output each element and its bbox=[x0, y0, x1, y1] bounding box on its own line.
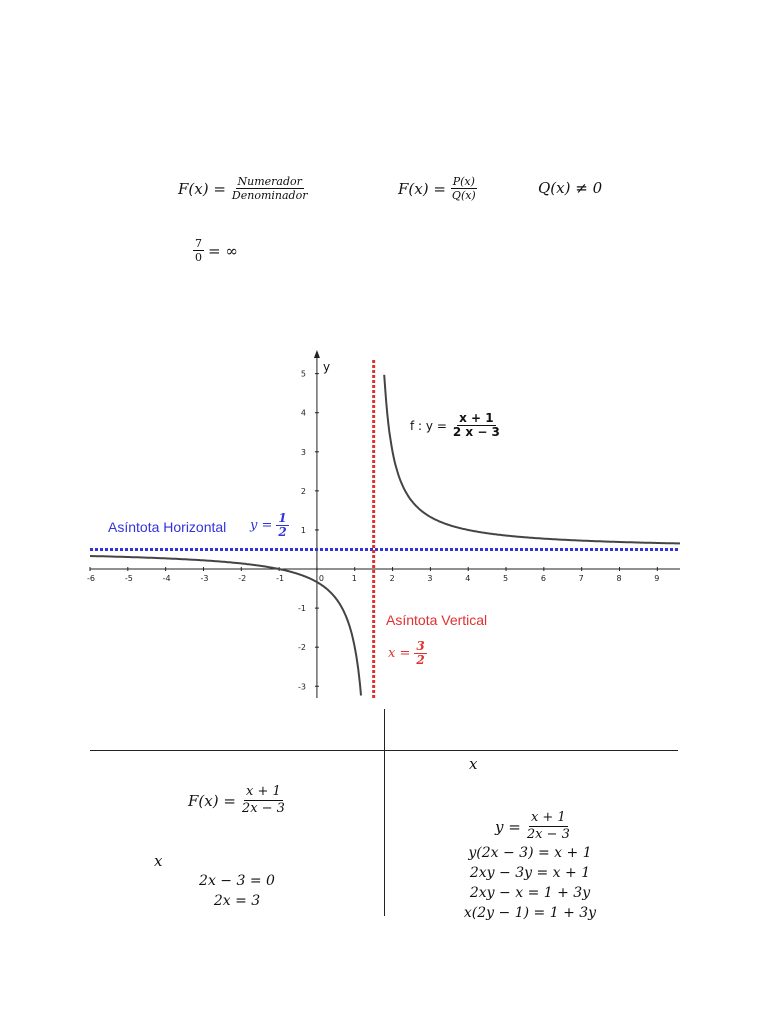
left-function-equation bbox=[188, 784, 287, 817]
denominator-condition: Q(x) ≠ 0 bbox=[538, 179, 603, 197]
equation-lhs: x = bbox=[388, 646, 411, 661]
fraction bbox=[276, 512, 288, 539]
fraction bbox=[414, 640, 426, 667]
x-tick-label: 4 bbox=[465, 574, 471, 584]
y-tick-label: 2 bbox=[300, 486, 306, 496]
equation-lhs: F(x) = bbox=[188, 791, 236, 810]
step-line: 2xy − 3y = x + 1 bbox=[469, 865, 591, 881]
y-tick-label: 1 bbox=[300, 525, 306, 535]
x-tick-label: 5 bbox=[503, 574, 509, 584]
x-tick-label: -2 bbox=[238, 574, 247, 584]
x-tick-label: 1 bbox=[351, 574, 357, 584]
fraction-denominator: 2 bbox=[416, 653, 425, 667]
x-tick-label: 8 bbox=[616, 574, 622, 584]
step-line: 2x = 3 bbox=[213, 893, 261, 909]
fraction-denominator: Q(x) bbox=[451, 189, 476, 202]
right-function-equation bbox=[495, 810, 572, 843]
formula-p-over-q bbox=[398, 175, 478, 202]
fraction-numerator: x + 1 bbox=[459, 411, 494, 425]
equation-lhs: y = bbox=[250, 518, 273, 533]
fraction-numerator: P(x) bbox=[452, 175, 475, 188]
formula-lhs: F(x) = bbox=[178, 179, 226, 198]
y-axis-arrow bbox=[314, 350, 320, 358]
fraction-denominator: 2 bbox=[278, 525, 287, 539]
function-label bbox=[410, 412, 502, 439]
fraction-denominator: 2x − 3 bbox=[241, 801, 285, 816]
fraction bbox=[451, 412, 502, 439]
fraction bbox=[193, 237, 204, 264]
fraction-denominator: 0 bbox=[195, 251, 202, 264]
horizontal-asymptote-equation bbox=[250, 512, 289, 539]
curve-branch-right bbox=[384, 375, 680, 544]
fraction bbox=[240, 784, 287, 817]
y-tick-label: 4 bbox=[300, 408, 306, 418]
x-tick-label: 0 bbox=[318, 574, 325, 584]
y-axis-label: y bbox=[323, 360, 331, 374]
x-tick-label: 3 bbox=[427, 574, 433, 584]
function-label-lhs: f : y = bbox=[410, 418, 447, 433]
x-tick-label: -3 bbox=[200, 574, 209, 584]
step-line: y(2x − 3) = x + 1 bbox=[468, 845, 592, 861]
fraction bbox=[230, 175, 310, 202]
fraction-denominator: Denominador bbox=[231, 189, 308, 202]
fraction bbox=[450, 175, 478, 202]
fraction-numerator: 3 bbox=[416, 639, 425, 653]
formula-numerador-denominador bbox=[178, 175, 309, 202]
equation-lhs: y = bbox=[495, 817, 521, 836]
y-tick-label: 3 bbox=[300, 447, 306, 457]
x-tick-label: -6 bbox=[87, 574, 95, 584]
step-line: x(2y − 1) = 1 + 3y bbox=[463, 905, 597, 921]
left-steps bbox=[187, 871, 287, 911]
y-tick-label: -2 bbox=[297, 643, 306, 653]
fraction-numerator: x + 1 bbox=[246, 784, 281, 799]
x-tick-label: -4 bbox=[162, 574, 171, 584]
right-steps bbox=[450, 843, 610, 923]
fraction-numerator: x + 1 bbox=[530, 810, 566, 825]
left-variable: x bbox=[154, 852, 163, 870]
x-tick-label: -1 bbox=[276, 574, 285, 584]
step-line: 2x − 3 = 0 bbox=[199, 873, 275, 889]
fraction-numerator: 7 bbox=[195, 237, 202, 250]
y-tick-label: -3 bbox=[297, 682, 306, 692]
y-tick-label: 5 bbox=[300, 369, 306, 379]
fraction-denominator: 2 x − 3 bbox=[452, 425, 500, 439]
fraction-numerator: Numerador bbox=[237, 175, 302, 188]
formula-lhs: F(x) = bbox=[398, 179, 446, 198]
x-tick-label: 6 bbox=[540, 574, 546, 584]
table-vertical-rule bbox=[384, 709, 385, 916]
fraction-numerator: 1 bbox=[278, 511, 287, 525]
fraction bbox=[525, 810, 572, 843]
step-line: 2xy − x = 1 + 3y bbox=[469, 885, 591, 901]
x-tick-label: 7 bbox=[578, 574, 584, 584]
right-column-header: x bbox=[469, 755, 478, 773]
vertical-asymptote-label: Asíntota Vertical bbox=[386, 612, 488, 628]
horizontal-asymptote-label: Asíntota Horizontal bbox=[108, 519, 227, 535]
x-tick-label: 2 bbox=[389, 574, 395, 584]
division-by-zero bbox=[193, 237, 238, 264]
fraction-denominator: 2x − 3 bbox=[526, 827, 570, 842]
vertical-asymptote-equation bbox=[388, 640, 427, 667]
x-tick-label: -5 bbox=[124, 574, 133, 584]
y-tick-label: -1 bbox=[297, 604, 306, 614]
x-tick-label: 9 bbox=[654, 574, 660, 584]
division-result: = ∞ bbox=[208, 241, 238, 260]
